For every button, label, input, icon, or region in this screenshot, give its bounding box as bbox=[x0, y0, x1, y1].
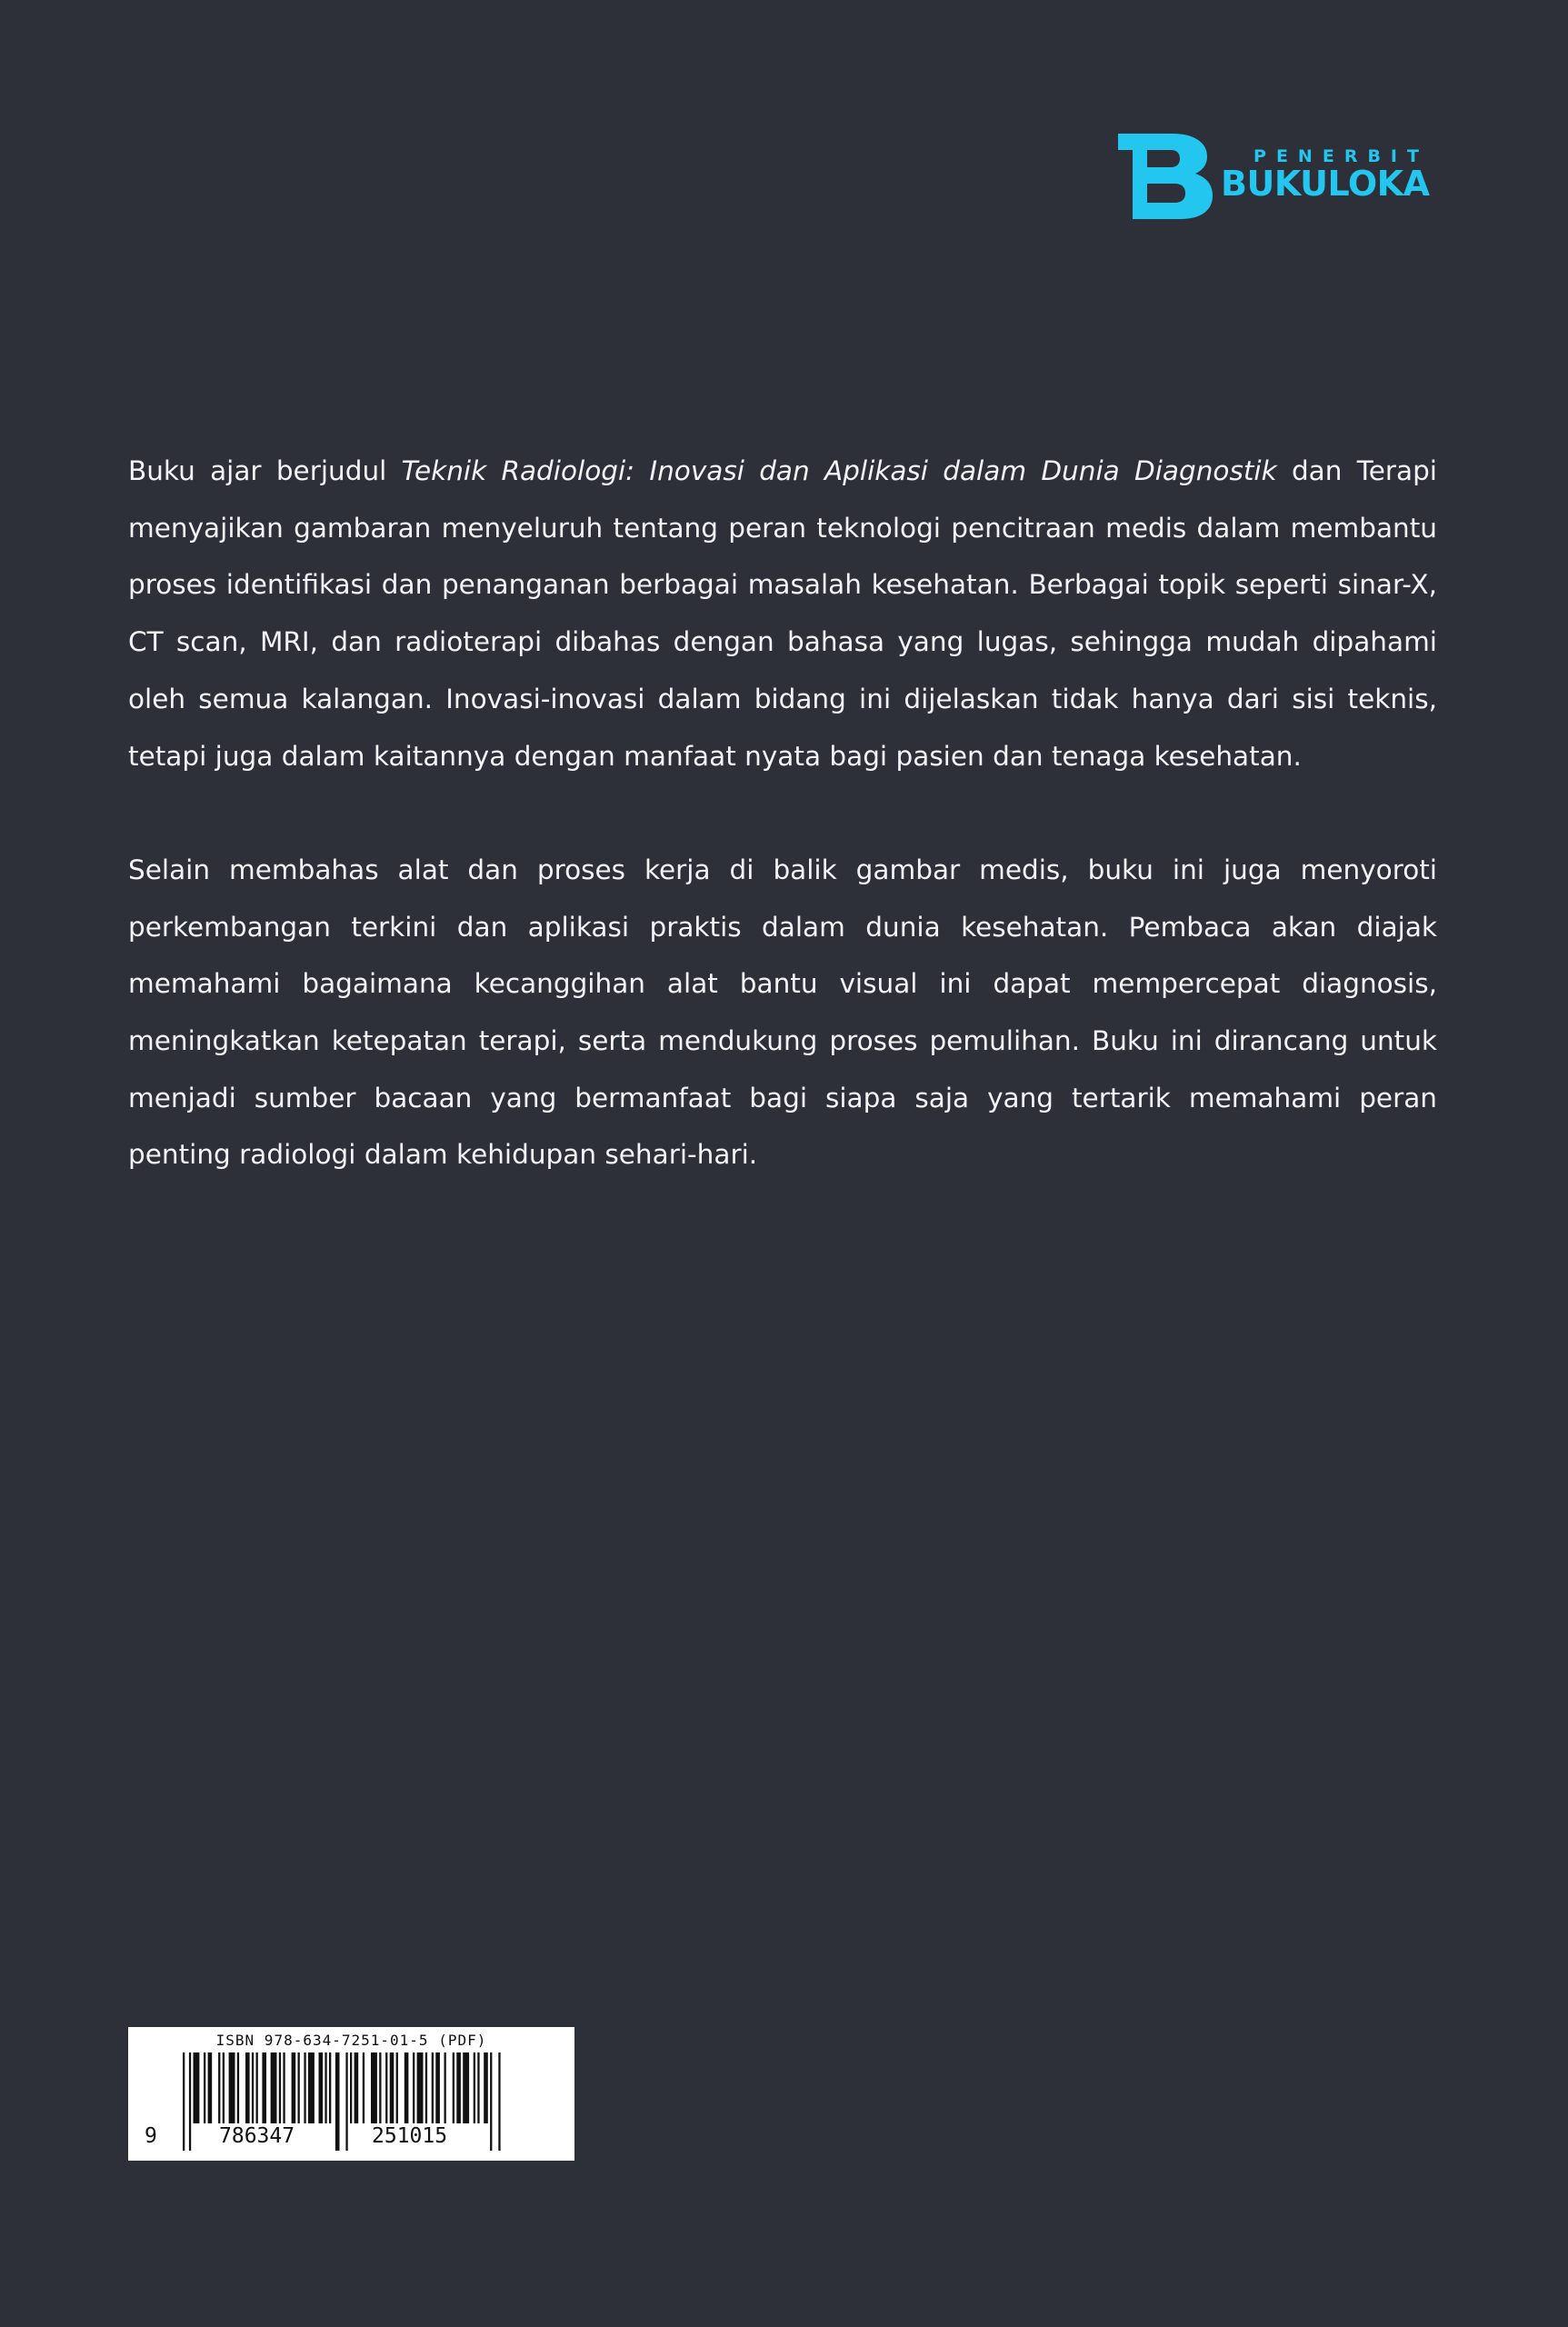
isbn-label: ISBN 978-634-7251-01-5 (PDF) bbox=[215, 2032, 487, 2049]
barcode-digits-right: 251015 bbox=[372, 2124, 448, 2148]
barcode-bar bbox=[413, 2052, 414, 2123]
isbn-barcode bbox=[128, 2027, 574, 2161]
description-intro: Buku ajar berjudul bbox=[128, 455, 402, 486]
barcode-bar bbox=[183, 2052, 185, 2151]
book-title: Teknik Radiologi: Inovasi dan Aplikasi dalam Dunia Diagnostik bbox=[401, 455, 1277, 486]
barcode-bar bbox=[252, 2052, 254, 2123]
publisher-logo bbox=[1118, 134, 1441, 219]
barcode-bar bbox=[308, 2052, 315, 2123]
barcode-bar bbox=[477, 2052, 479, 2123]
description-body-1: dan Terapi menyajikan gambaran menyeluruh tentang peran teknologi pencitraan medis dalam membantu proses identifikasi dan penanganan berbagai masalah kesehatan. Berbagai topik seperti sinar-X, CT scan, MRI, dan radioterapi dibahas dengan bahasa yang lugas, sehingga mudah dipahami oleh semua kalangan. Inovasi-inovasi dalam bidang ini dijelaskan tidak hanya dari sisi teknis, tetapi juga dalam kaitannya dengan manfaat nyata bagi pasien dan tenaga kesehatan. bbox=[128, 455, 1437, 772]
barcode-bar bbox=[456, 2052, 461, 2123]
barcode-bar bbox=[417, 2052, 424, 2123]
barcode-bar bbox=[237, 2052, 239, 2123]
barcode-bar bbox=[484, 2052, 488, 2123]
publisher-label: PENERBIT bbox=[1253, 146, 1429, 166]
barcode-bar bbox=[432, 2052, 434, 2123]
barcode-bar bbox=[390, 2052, 394, 2123]
barcode-bar bbox=[298, 2052, 300, 2123]
barcode-bar bbox=[404, 2052, 409, 2123]
barcode-bar bbox=[208, 2052, 213, 2123]
barcode-bar bbox=[325, 2052, 326, 2123]
barcode-bar bbox=[425, 2052, 427, 2123]
barcode-bar bbox=[385, 2052, 387, 2123]
barcode-digit-first: 9 bbox=[145, 2124, 157, 2148]
barcode-bar bbox=[283, 2052, 285, 2123]
barcode-bar bbox=[292, 2052, 296, 2123]
barcode-bar bbox=[453, 2052, 454, 2123]
barcode-bar bbox=[194, 2052, 200, 2123]
barcode-bar bbox=[463, 2052, 469, 2123]
barcode-bar bbox=[355, 2052, 359, 2123]
book-description bbox=[128, 443, 1437, 1183]
barcode-bar bbox=[345, 2052, 347, 2151]
barcode-bar bbox=[329, 2052, 331, 2123]
barcode-bar bbox=[371, 2052, 377, 2123]
barcode-bar bbox=[271, 2052, 277, 2123]
barcode-bar bbox=[218, 2052, 220, 2123]
barcode-bar bbox=[350, 2052, 352, 2123]
barcode-bar bbox=[444, 2052, 446, 2123]
publisher-logo-mark bbox=[1118, 134, 1214, 219]
barcode-bar bbox=[363, 2052, 365, 2123]
barcode-bar bbox=[262, 2052, 266, 2123]
barcode-bar bbox=[304, 2052, 305, 2123]
publisher-name: BUKULOKA bbox=[1221, 164, 1430, 204]
barcode-bar bbox=[245, 2052, 250, 2123]
barcode-bar bbox=[256, 2052, 258, 2123]
barcode-bars bbox=[128, 2027, 574, 2161]
barcode-bar bbox=[189, 2052, 191, 2151]
barcode-bar bbox=[474, 2052, 475, 2123]
description-paragraph-2: Selain membahas alat dan proses kerja di balik gambar medis, buku ini juga menyoroti perkembangan terkini dan aplikasi praktis dalam dunia kesehatan. Pembaca akan diajak memahami bagaimana kecanggihan alat bantu visual ini dapat mempercepat diagnosis, meningkatkan ketepatan terapi, serta mendukung proses pemulihan. Buku ini dirancang untuk menjadi sumber bacaan yang bermanfaat bagi siapa saja yang tertarik memahami peran penting radiologi dalam kehidupan sehari-hari. bbox=[128, 854, 1437, 1171]
barcode-bar bbox=[335, 2052, 340, 2151]
barcode-bar bbox=[379, 2052, 381, 2123]
barcode-bar bbox=[319, 2052, 324, 2123]
barcode-bar bbox=[490, 2052, 492, 2151]
barcode-digits-left: 786347 bbox=[219, 2124, 295, 2148]
barcode-bar bbox=[435, 2052, 440, 2123]
description-paragraph-1 bbox=[128, 443, 1437, 784]
barcode-bar bbox=[204, 2052, 205, 2123]
barcode-bar bbox=[396, 2052, 398, 2123]
barcode-bar bbox=[498, 2052, 500, 2151]
barcode-bar bbox=[279, 2052, 281, 2123]
barcode-bar bbox=[223, 2052, 225, 2123]
barcode-bar bbox=[229, 2052, 235, 2123]
